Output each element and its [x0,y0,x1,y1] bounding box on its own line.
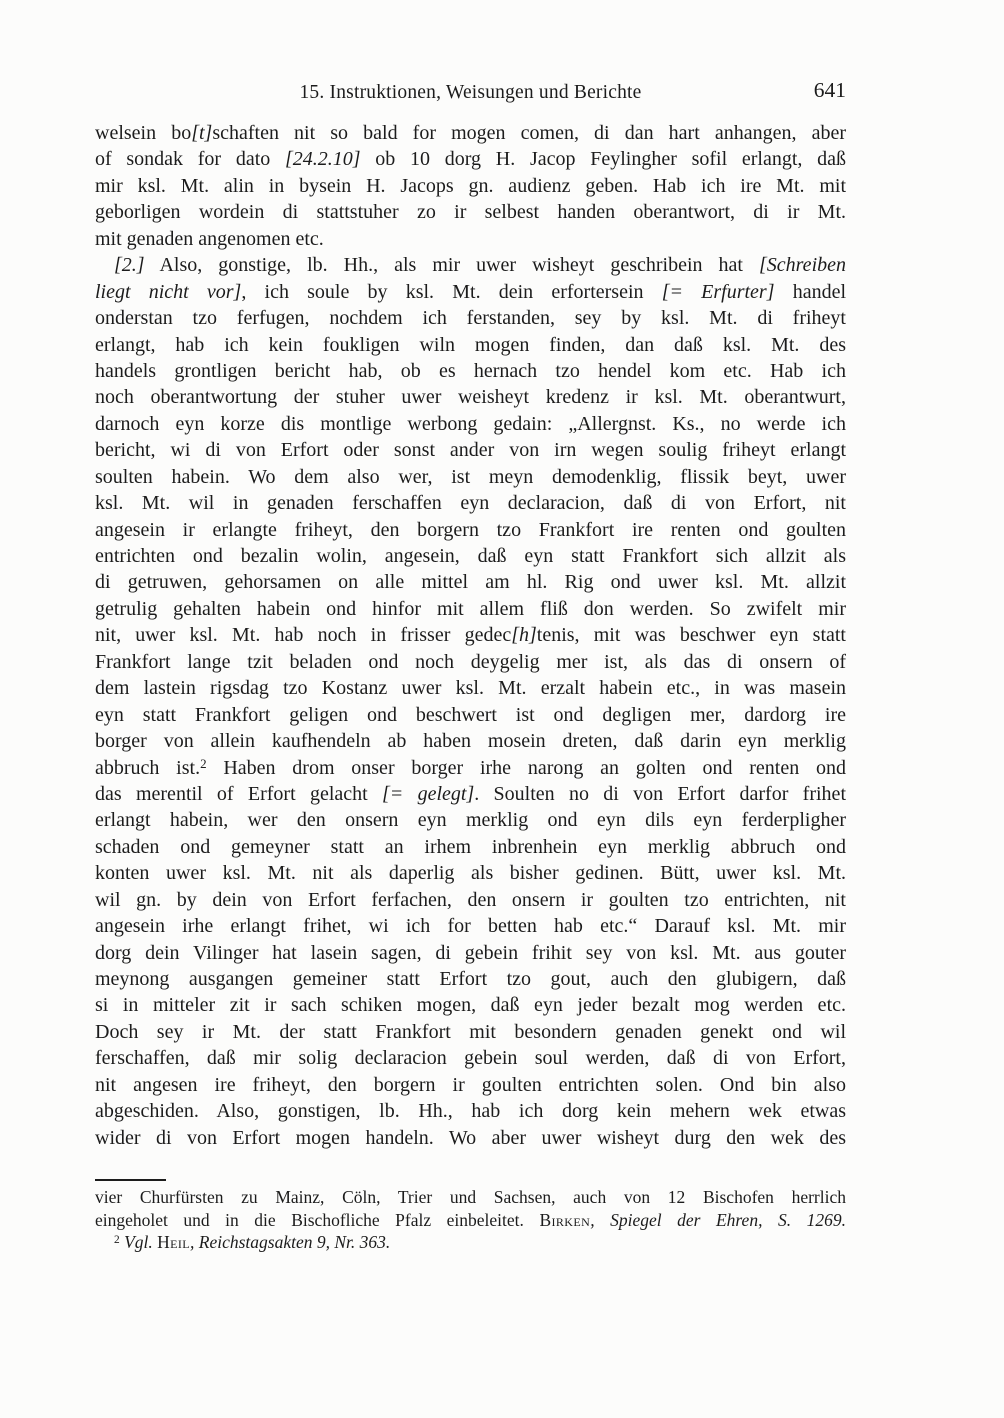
text-segment: darnoch eyn korze dis montlige werbong gedain: „Allergnst. Ks., no werde ich [95,412,846,435]
text-segment: si in mitteler zit ir sach schiken mogen, daß eyn jeder bezalt mog werden etc. [95,994,846,1017]
text-line [95,146,846,172]
text-line [95,1231,846,1254]
text-segment: abbruch ist. [95,756,201,779]
text-line [95,252,846,278]
text-line [95,517,846,543]
text-line [95,1186,846,1209]
text-segment: ob 10 dorg H. Jacop Feylingher sofil erlangt, daß [360,148,846,171]
text-segment: [Schreiben [758,254,846,277]
text-segment: wil gn. by dein von Erfort ferfachen, den onsern ir goulten tzo entrichten, nit [95,888,846,911]
text-segment: vier Churfürsten zu Mainz, Cöln, Trier und Sachsen, auch von 12 Bischofen herrlich [95,1187,846,1207]
text-segment: mir ksl. Mt. alin in bysein H. Jacops gn. audienz geben. Hab ich ire Mt. mit [95,174,846,197]
text-line [95,622,846,648]
text-line [95,332,846,358]
text-line [95,834,846,860]
text-segment: [24.2.10] [284,148,361,171]
text-line [95,1209,846,1232]
footnotes-block [95,1186,846,1254]
text-segment: , Spiegel der Ehren, S. 1269. [590,1209,846,1230]
footnote-marker: 2 [200,755,207,771]
text-segment: Birken [539,1209,591,1230]
text-segment: Vgl. [124,1232,153,1253]
text-segment: dem lastein rigsdag tzo Kostanz uwer ksl. Mt. erzalt habein etc., in was masein [95,677,846,700]
text-line [95,464,846,490]
text-line [95,596,846,622]
text-segment: of sondak for dato [95,148,285,171]
footnote-separator-rule [95,1179,166,1181]
text-segment: , ich soule by ksl. Mt. dein erfortersein [241,280,662,303]
text-line [95,675,846,701]
text-segment: handels grontligen bericht hab, ob es hernach tzo hendel kom etc. Hab ich [95,359,846,382]
text-segment: Heil [157,1232,191,1253]
text-line [95,781,846,807]
text-segment: tenis, mit was beschwer eyn statt [536,624,846,647]
text-segment: angesein irhe erlangt frihet, wi ich for betten hab etc.“ Darauf ksl. Mt. mir [95,915,846,938]
text-line [95,199,846,225]
text-line [95,728,846,754]
text-line [95,966,846,992]
text-segment: liegt nicht vor] [95,280,242,303]
text-segment: mit genaden angenomen etc. [95,227,324,250]
text-segment: erlangt habein, wer den onsern eyn merklig ond eyn dils eyn ferderpligher [95,809,846,832]
text-line [95,807,846,833]
text-line [95,279,846,305]
text-segment: bericht, wi di von Erfort oder sonst ander von irn wegen soulig friheyt erlangt [95,439,846,462]
text-segment: wider di von Erfort mogen handeln. Wo aber uwer wisheyt durg den wek des [95,1126,846,1149]
main-text-block [95,120,846,1151]
text-segment: dorg dein Vilinger hat lasein sagen, di gebein frihit sey von ksl. Mt. aus gouter [95,941,846,964]
text-line [95,887,846,913]
text-segment: welsein bo [95,122,192,144]
text-line [95,1125,846,1151]
text-segment: ferschaffen, daß mir solig declaracion gebein soul werden, daß di von Erfort, [95,1047,846,1070]
text-line [95,411,846,437]
running-title: 15. Instruktionen, Weisungen und Berichte [299,82,642,103]
text-segment: schaden ond gemeyner statt an irhem inbrenhein eyn merklig abbruch ond [95,835,846,858]
text-segment: getrulig gehalten habein ond hinfor mit allem fliß don werden. So zwifelt mir [95,597,846,620]
text-line [95,226,846,252]
text-line [95,649,846,675]
page-number: 641 [813,78,846,102]
text-line [95,490,846,516]
text-segment: [t] [191,122,213,144]
text-segment: eyn statt Frankfort geligen ond beschwert ist ond degligen mer, dardorg ire [95,703,846,726]
text-segment: borger von allein kaufhendeln ab haben mosein dreten, daß darin eyn merklig [95,730,846,753]
text-line [95,913,846,939]
text-segment: angesein ir erlangte friheyt, den borgern tzo Frankfort ire renten ond goulten [95,518,846,541]
text-segment: , Reichstagsakten 9, Nr. 363. [190,1232,391,1253]
text-segment: [= gelegt] [382,782,475,805]
text-line [95,358,846,384]
text-segment: onderstan tzo ferfugen, nochdem ich ferstanden, sey by ksl. Mt. di friheyt [95,307,846,330]
text-segment: schaften nit so bald for mogen comen, di dan hart anhangen, aber [212,122,846,144]
text-segment: . Soulten no di von Erfort darfor frihet [474,782,846,805]
text-line [95,569,846,595]
text-line [95,173,846,199]
text-segment: erlangt, hab ich kein foukligen wiln mogen finden, dan daß ksl. Mt. des [95,333,846,356]
text-line [95,940,846,966]
text-line [95,1098,846,1124]
text-segment: Doch sey ir Mt. der statt Frankfort mit besondern genaden genekt ond wil [95,1020,846,1043]
page-header [95,78,846,104]
text-segment: soulten habein. Wo dem also wer, ist meyn demodenklig, flissik beyt, uwer [95,465,846,488]
text-segment: [h] [511,624,537,647]
text-segment: noch oberantwortung der stuher uwer weisheyt kredenz ir ksl. Mt. oberantwurt, [95,386,846,409]
text-line [95,305,846,331]
text-segment: eingeholet und in die Bischofliche Pfalz einbeleitet. [95,1209,540,1230]
text-line [95,120,846,146]
text-segment: abgeschiden. Also, gonstigen, lb. Hh., hab ich dorg kein mehern wek etwas [95,1100,846,1123]
text-line [95,755,846,781]
footnote-marker: 2 [114,1234,120,1247]
text-segment: handel [774,280,846,303]
text-line [95,702,846,728]
text-segment: entrichten ond bezalin wolin, angesein, daß eyn statt Frankfort sich allzit als [95,545,846,567]
text-segment: [2.] [114,254,145,277]
text-line [95,543,846,569]
text-segment: konten uwer ksl. Mt. nit als daperlig als bisher gedinen. Bütt, uwer ksl. Mt. [95,862,846,885]
text-segment: nit, uwer ksl. Mt. hab noch in frisser gedec [95,624,512,647]
text-segment: di getruwen, gehorsamen on alle mittel am hl. Rig ond uwer ksl. Mt. allzit [95,571,846,594]
text-line [95,1019,846,1045]
text-segment: meynong ausgangen gemeiner statt Erfort tzo gout, auch den glubigern, daß [95,968,846,990]
text-line [95,1072,846,1098]
text-segment: [= Erfurter] [661,280,775,303]
text-segment: das merentil of Erfort gelacht [95,782,382,805]
text-line [95,437,846,463]
text-line [95,1045,846,1071]
text-segment: Haben drom onser borger irhe narong an golten ond renten ond [206,756,846,779]
text-segment: Also, gonstige, lb. Hh., als mir uwer wisheyt geschribein hat [144,254,759,277]
text-segment: Frankfort lange tzit beladen ond noch deygelig mer ist, als das di onsern of [95,650,846,673]
text-line [95,992,846,1018]
text-segment: ksl. Mt. wil in genaden ferschaffen eyn declaracion, daß di von Erfort, nit [95,492,846,515]
text-line [95,384,846,410]
text-segment: geborligen wordein di stattstuher zo ir selbest handen oberantwort, di ir Mt. [95,201,846,224]
text-line [95,860,846,886]
text-segment: nit angesen ire friheyt, den borgern ir goulten entrichten solen. Ond bin also [95,1073,846,1096]
